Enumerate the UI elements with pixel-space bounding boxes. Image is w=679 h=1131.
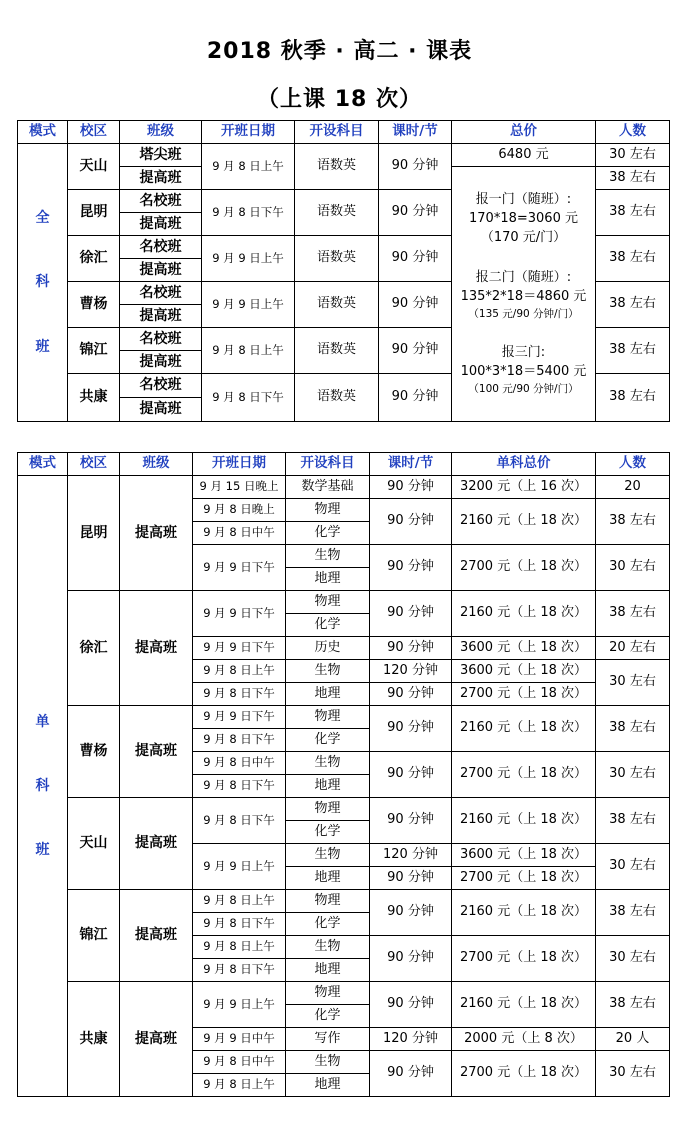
campus-cell: 曹杨 [68, 282, 120, 328]
count-cell: 38 左右 [596, 328, 670, 374]
duration-cell: 90 分钟 [370, 591, 452, 637]
count-cell: 38 左右 [596, 236, 670, 282]
single-course-table [17, 452, 670, 1097]
count-cell: 38 左右 [596, 591, 670, 637]
date-cell: 9 月 9 日下午 [193, 545, 286, 591]
price-cell: 2700 元（上 18 次） [452, 1051, 596, 1097]
subject-cell: 生物 [286, 752, 370, 775]
header-count: 人数 [596, 121, 670, 144]
date-cell: 9 月 9 日下午 [193, 637, 286, 660]
price-cell: 6480 元 [452, 144, 596, 167]
subject-cell: 地理 [286, 1074, 370, 1097]
price-cell: 3600 元（上 18 次） [452, 660, 596, 683]
class-cell: 提高班 [120, 476, 193, 591]
subject-cell: 语数英 [295, 328, 379, 374]
class-cell: 提高班 [120, 167, 202, 190]
campus-cell: 天山 [68, 144, 120, 190]
header-subject: 开设科目 [295, 121, 379, 144]
duration-cell: 90 分钟 [370, 683, 452, 706]
count-cell: 20 [596, 476, 670, 499]
date-cell: 9 月 9 日上午 [202, 282, 295, 328]
date-cell: 9 月 8 日下午 [193, 959, 286, 982]
duration-cell: 90 分钟 [370, 798, 452, 844]
price-cell: 2160 元（上 18 次） [452, 499, 596, 545]
price-cell: 2160 元（上 18 次） [452, 890, 596, 936]
duration-cell: 90 分钟 [379, 190, 452, 236]
date-cell: 9 月 8 日上午 [193, 1074, 286, 1097]
duration-cell: 120 分钟 [370, 660, 452, 683]
header-single-price: 单科总价 [452, 453, 596, 476]
date-cell: 9 月 9 日下午 [193, 591, 286, 637]
subject-cell: 化学 [286, 522, 370, 545]
subject-cell: 语数英 [295, 374, 379, 422]
class-cell: 提高班 [120, 982, 193, 1097]
price-cell: 2700 元（上 18 次） [452, 867, 596, 890]
duration-cell: 90 分钟 [370, 752, 452, 798]
duration-cell: 90 分钟 [370, 476, 452, 499]
price-cell: 2700 元（上 18 次） [452, 752, 596, 798]
subject-cell: 物理 [286, 798, 370, 821]
campus-cell: 徐汇 [68, 236, 120, 282]
class-cell: 提高班 [120, 213, 202, 236]
price-cell: 2160 元（上 18 次） [452, 982, 596, 1028]
class-cell: 提高班 [120, 259, 202, 282]
header-subject: 开设科目 [286, 453, 370, 476]
subject-cell: 化学 [286, 821, 370, 844]
date-cell: 9 月 8 日上午 [202, 144, 295, 190]
date-cell: 9 月 9 日上午 [193, 982, 286, 1028]
header-count: 人数 [596, 453, 670, 476]
duration-cell: 90 分钟 [370, 637, 452, 660]
date-cell: 9 月 9 日下午 [193, 706, 286, 729]
duration-cell: 90 分钟 [379, 374, 452, 422]
class-cell: 名校班 [120, 236, 202, 259]
price-cell: 2160 元（上 18 次） [452, 706, 596, 752]
class-cell: 名校班 [120, 190, 202, 213]
table-header-row [18, 121, 670, 144]
date-cell: 9 月 8 日中午 [193, 1051, 286, 1074]
date-cell: 9 月 8 日下午 [202, 374, 295, 422]
subject-cell: 生物 [286, 936, 370, 959]
mode-cell-single: 单 科 班 [18, 476, 68, 1097]
subject-cell: 地理 [286, 775, 370, 798]
count-cell: 20 左右 [596, 637, 670, 660]
table-row [18, 476, 670, 499]
class-cell: 名校班 [120, 374, 202, 398]
count-cell: 38 左右 [596, 374, 670, 422]
campus-cell: 昆明 [68, 476, 120, 591]
duration-cell: 90 分钟 [370, 499, 452, 545]
header-date: 开班日期 [193, 453, 286, 476]
subject-cell: 写作 [286, 1028, 370, 1051]
class-cell: 提高班 [120, 591, 193, 706]
date-cell: 9 月 8 日上午 [193, 936, 286, 959]
subject-cell: 地理 [286, 568, 370, 591]
table-row [18, 144, 670, 167]
date-cell: 9 月 8 日下午 [193, 729, 286, 752]
date-cell: 9 月 9 日上午 [193, 844, 286, 890]
campus-cell: 曹杨 [68, 706, 120, 798]
header-date: 开班日期 [202, 121, 295, 144]
class-cell: 提高班 [120, 890, 193, 982]
subject-cell: 地理 [286, 867, 370, 890]
date-cell: 9 月 8 日下午 [193, 775, 286, 798]
header-duration: 课时/节 [379, 121, 452, 144]
page-title: 2018 秋季 · 高二 · 课表 [206, 39, 473, 64]
subject-cell: 化学 [286, 729, 370, 752]
duration-cell: 90 分钟 [370, 982, 452, 1028]
subject-cell: 化学 [286, 1005, 370, 1028]
header-campus: 校区 [68, 453, 120, 476]
count-cell: 38 左右 [596, 167, 670, 190]
duration-cell: 120 分钟 [370, 844, 452, 867]
table-row [18, 890, 670, 913]
price-cell: 2000 元（上 8 次） [452, 1028, 596, 1051]
duration-cell: 90 分钟 [370, 706, 452, 752]
header-duration: 课时/节 [370, 453, 452, 476]
count-cell: 38 左右 [596, 982, 670, 1028]
header-class: 班级 [120, 453, 193, 476]
count-cell: 38 左右 [596, 890, 670, 936]
subject-cell: 语数英 [295, 190, 379, 236]
campus-cell: 昆明 [68, 190, 120, 236]
price-cell: 2700 元（上 18 次） [452, 683, 596, 706]
duration-cell: 90 分钟 [379, 236, 452, 282]
date-cell: 9 月 9 日中午 [193, 1028, 286, 1051]
header-class: 班级 [120, 121, 202, 144]
subject-cell: 地理 [286, 959, 370, 982]
price-cell: 2700 元（上 18 次） [452, 936, 596, 982]
class-cell: 提高班 [120, 706, 193, 798]
price-cell: 2160 元（上 18 次） [452, 591, 596, 637]
count-cell: 38 左右 [596, 282, 670, 328]
full-course-table [17, 120, 670, 422]
date-cell: 9 月 8 日下午 [193, 913, 286, 936]
class-cell: 名校班 [120, 282, 202, 305]
header-price: 总价 [452, 121, 596, 144]
subject-cell: 物理 [286, 890, 370, 913]
table-row [18, 982, 670, 1005]
date-cell: 9 月 8 日下午 [202, 190, 295, 236]
duration-cell: 90 分钟 [379, 282, 452, 328]
subject-cell: 生物 [286, 660, 370, 683]
duration-cell: 90 分钟 [370, 936, 452, 982]
count-cell: 20 人 [596, 1028, 670, 1051]
count-cell: 30 左右 [596, 660, 670, 706]
date-cell: 9 月 8 日上午 [202, 328, 295, 374]
subject-cell: 化学 [286, 614, 370, 637]
count-cell: 30 左右 [596, 545, 670, 591]
table-header-row [18, 453, 670, 476]
campus-cell: 共康 [68, 982, 120, 1097]
table-row [18, 798, 670, 821]
subject-cell: 历史 [286, 637, 370, 660]
price-detail-cell: 报一门（随班）: 170*18=3060 元 （170 元/门） 报二门（随班）: 135*2*18＝4860 元 （135 元/90 分钟/门） 报三门: 100*3*18＝5400 元 （100 元/90 分钟/门） [452, 167, 596, 422]
count-cell: 38 左右 [596, 190, 670, 236]
mode-cell-full: 全 科 班 [18, 144, 68, 422]
duration-cell: 90 分钟 [370, 890, 452, 936]
count-cell: 30 左右 [596, 752, 670, 798]
duration-cell: 90 分钟 [370, 1051, 452, 1097]
count-cell: 30 左右 [596, 936, 670, 982]
subject-cell: 语数英 [295, 236, 379, 282]
count-cell: 38 左右 [596, 798, 670, 844]
subject-cell: 物理 [286, 706, 370, 729]
date-cell: 9 月 8 日上午 [193, 660, 286, 683]
date-cell: 9 月 15 日晚上 [193, 476, 286, 499]
campus-cell: 锦江 [68, 328, 120, 374]
subject-cell: 语数英 [295, 144, 379, 190]
campus-cell: 徐汇 [68, 591, 120, 706]
campus-cell: 天山 [68, 798, 120, 890]
campus-cell: 锦江 [68, 890, 120, 982]
duration-cell: 90 分钟 [379, 144, 452, 190]
date-cell: 9 月 9 日上午 [202, 236, 295, 282]
count-cell: 30 左右 [596, 144, 670, 167]
subject-cell: 物理 [286, 591, 370, 614]
page-subtitle: （上课 18 次） [257, 87, 422, 112]
campus-cell: 共康 [68, 374, 120, 422]
subject-cell: 物理 [286, 499, 370, 522]
subject-cell: 地理 [286, 683, 370, 706]
class-cell: 名校班 [120, 328, 202, 351]
subject-cell: 物理 [286, 982, 370, 1005]
date-cell: 9 月 8 日上午 [193, 890, 286, 913]
subject-cell: 生物 [286, 844, 370, 867]
header-mode: 模式 [18, 121, 68, 144]
price-cell: 3600 元（上 18 次） [452, 844, 596, 867]
subject-cell: 化学 [286, 913, 370, 936]
class-cell: 提高班 [120, 398, 202, 422]
date-cell: 9 月 8 日下午 [193, 683, 286, 706]
count-cell: 38 左右 [596, 706, 670, 752]
subject-cell: 生物 [286, 545, 370, 568]
class-cell: 塔尖班 [120, 144, 202, 167]
header-campus: 校区 [68, 121, 120, 144]
duration-cell: 90 分钟 [370, 545, 452, 591]
price-cell: 2160 元（上 18 次） [452, 798, 596, 844]
price-cell: 2700 元（上 18 次） [452, 545, 596, 591]
duration-cell: 120 分钟 [370, 1028, 452, 1051]
class-cell: 提高班 [120, 351, 202, 374]
date-cell: 9 月 8 日中午 [193, 522, 286, 545]
count-cell: 30 左右 [596, 1051, 670, 1097]
table-row [18, 706, 670, 729]
date-cell: 9 月 8 日下午 [193, 798, 286, 844]
duration-cell: 90 分钟 [379, 328, 452, 374]
price-cell: 3600 元（上 18 次） [452, 637, 596, 660]
price-cell: 3200 元（上 16 次） [452, 476, 596, 499]
count-cell: 30 左右 [596, 844, 670, 890]
header-mode: 模式 [18, 453, 68, 476]
duration-cell: 90 分钟 [370, 867, 452, 890]
subject-cell: 数学基础 [286, 476, 370, 499]
class-cell: 提高班 [120, 305, 202, 328]
subject-cell: 生物 [286, 1051, 370, 1074]
table-row [18, 591, 670, 614]
date-cell: 9 月 8 日中午 [193, 752, 286, 775]
subject-cell: 语数英 [295, 282, 379, 328]
count-cell: 38 左右 [596, 499, 670, 545]
date-cell: 9 月 8 日晚上 [193, 499, 286, 522]
class-cell: 提高班 [120, 798, 193, 890]
